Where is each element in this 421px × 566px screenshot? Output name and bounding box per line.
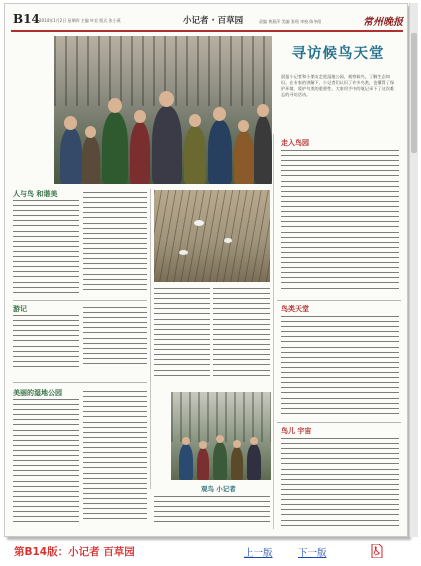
masthead-logo: 常州晚报 bbox=[363, 17, 403, 28]
article-text bbox=[83, 190, 147, 296]
lead-title-box bbox=[273, 38, 403, 68]
article-title: 鸟儿 宇宙 bbox=[281, 427, 312, 435]
next-page-link[interactable]: 下一版 bbox=[298, 548, 327, 559]
article-text bbox=[213, 286, 270, 382]
article-text bbox=[281, 436, 399, 528]
editor-credits: 责编 黄燕萍 美编 张瑶 审校 陈冬阳 bbox=[259, 19, 322, 24]
article-text bbox=[154, 494, 270, 528]
lead-intro: 晨报小记者和小朋友走进湿地公园，观察候鸟，了解生态知识。在专家的讲解下，小记者们认识了许多鸟类，也懂得了保护环境、爱护鸟类的重要性。大家用手中的笔记录下了这次难忘的寻访活动。 bbox=[281, 74, 395, 97]
article-text bbox=[154, 286, 210, 382]
article-text bbox=[13, 397, 79, 527]
article-text bbox=[83, 305, 147, 371]
article-title: 鸟类天堂 bbox=[281, 305, 309, 313]
issue-meta: 2014年1月2日 星期四 主编 叶宏 版式 张小燕 bbox=[39, 18, 121, 23]
article-text bbox=[13, 198, 79, 296]
newspaper-page bbox=[4, 3, 408, 537]
article-text bbox=[281, 148, 399, 294]
page-number: B14 bbox=[13, 12, 40, 26]
bird-photo bbox=[154, 190, 270, 282]
lead-photo bbox=[54, 36, 272, 184]
group-photo bbox=[171, 392, 271, 480]
article-text bbox=[281, 314, 399, 418]
vertical-scrollbar[interactable] bbox=[409, 3, 418, 537]
article-title: 人与鸟 和谐美 bbox=[13, 190, 58, 198]
scrollbar-thumb[interactable] bbox=[411, 33, 417, 153]
article-title: 观鸟 小记者 bbox=[201, 485, 236, 493]
article-text bbox=[13, 313, 79, 371]
previous-page-link[interactable]: 上一版 bbox=[244, 548, 273, 559]
lead-title: 寻访候鸟天堂 bbox=[291, 46, 385, 62]
edition-page-label: 第B14版：小记者 百草园 bbox=[14, 546, 135, 558]
pdf-icon[interactable] bbox=[371, 544, 383, 558]
article-title: 走入鸟园 bbox=[281, 139, 309, 147]
article-text bbox=[83, 389, 147, 527]
page-footer bbox=[14, 544, 408, 560]
section-title: 小记者 · 百草园 bbox=[183, 16, 244, 26]
page-header bbox=[11, 10, 403, 32]
article-title: 游记 bbox=[13, 305, 27, 313]
article-title: 美丽的湿地公园 bbox=[13, 389, 62, 397]
